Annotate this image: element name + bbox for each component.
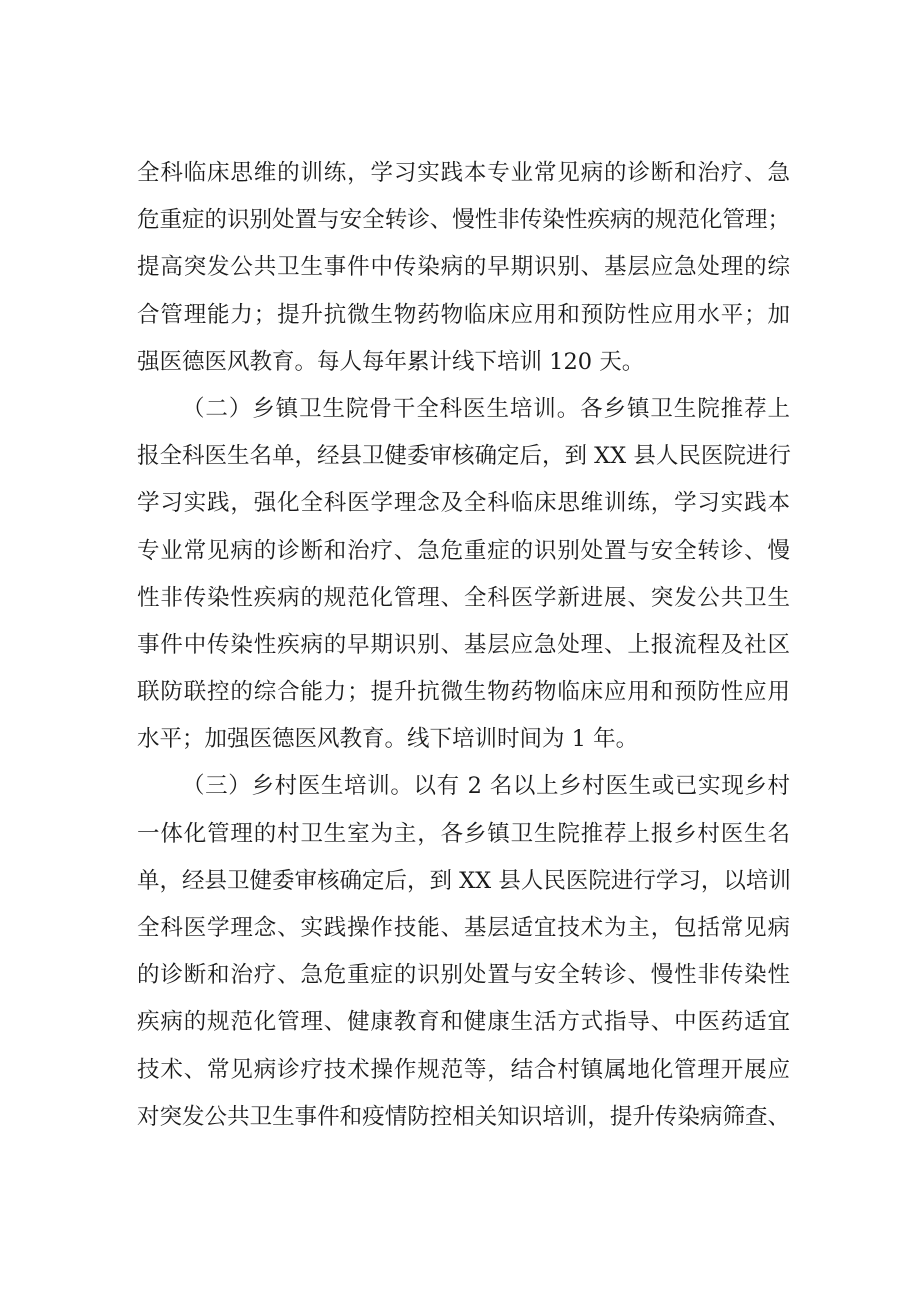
text-line: 对突发公共卫生事件和疫情防控相关知识培训，提升传染病筛查、: [137, 1103, 790, 1130]
paragraph-township-training: [137, 386, 790, 764]
text-line: （三）乡村医生培训。以有 2 名以上乡村医生或已实现乡村: [182, 773, 790, 800]
text-line: 性非传染性疾病的规范化管理、全科医学新进展、突发公共卫生: [137, 584, 790, 611]
text-line: 专业常见病的诊断和治疗、急危重症的识别处置与安全转诊、慢: [137, 537, 790, 564]
document-body: [137, 150, 790, 1141]
text-line: 报全科医生名单，经县卫健委审核确定后，到 XX 县人民医院进行: [137, 443, 791, 470]
text-line: 强医德医风教育。每人每年累计线下培训 120 天。: [137, 348, 645, 375]
text-line: 技术、常见病诊疗技术操作规范等，结合村镇属地化管理开展应: [137, 1056, 790, 1083]
paragraph-village-doctor-training: [137, 763, 790, 1141]
text-line: 全科临床思维的训练，学习实践本专业常见病的诊断和治疗、急: [137, 160, 790, 186]
text-line: 危重症的识别处置与安全转诊、慢性非传染性疾病的规范化管理；: [137, 207, 790, 234]
text-line: 学习实践，强化全科医学理念及全科临床思维训练，学习实践本: [137, 490, 790, 517]
text-line: 疾病的规范化管理、健康教育和健康生活方式指导、中医药适宜: [137, 1009, 790, 1036]
text-line: （二）乡镇卫生院骨干全科医生培训。各乡镇卫生院推荐上: [182, 395, 790, 422]
text-line: 合管理能力；提升抗微生物药物临床应用和预防性应用水平；加: [137, 301, 790, 328]
text-line: 水平；加强医德医风教育。线下培训时间为 1 年。: [137, 726, 639, 753]
text-line: 一体化管理的村卫生室为主，各乡镇卫生院推荐上报乡村医生名: [137, 820, 790, 847]
text-line: 全科医学理念、实践操作技能、基层适宜技术为主，包括常见病: [137, 915, 790, 941]
text-line: 的诊断和治疗、急危重症的识别处置与安全转诊、慢性非传染性: [137, 962, 790, 989]
text-line: 单，经县卫健委审核确定后，到 XX 县人民医院进行学习，以培训: [137, 867, 791, 894]
paragraph-continuation: [137, 150, 790, 386]
text-line: 提高突发公共卫生事件中传染病的早期识别、基层应急处理的综: [137, 254, 790, 281]
text-line: 事件中传染性疾病的早期识别、基层应急处理、上报流程及社区: [137, 631, 790, 658]
text-line: 联防联控的综合能力；提升抗微生物药物临床应用和预防性应用: [137, 679, 790, 706]
